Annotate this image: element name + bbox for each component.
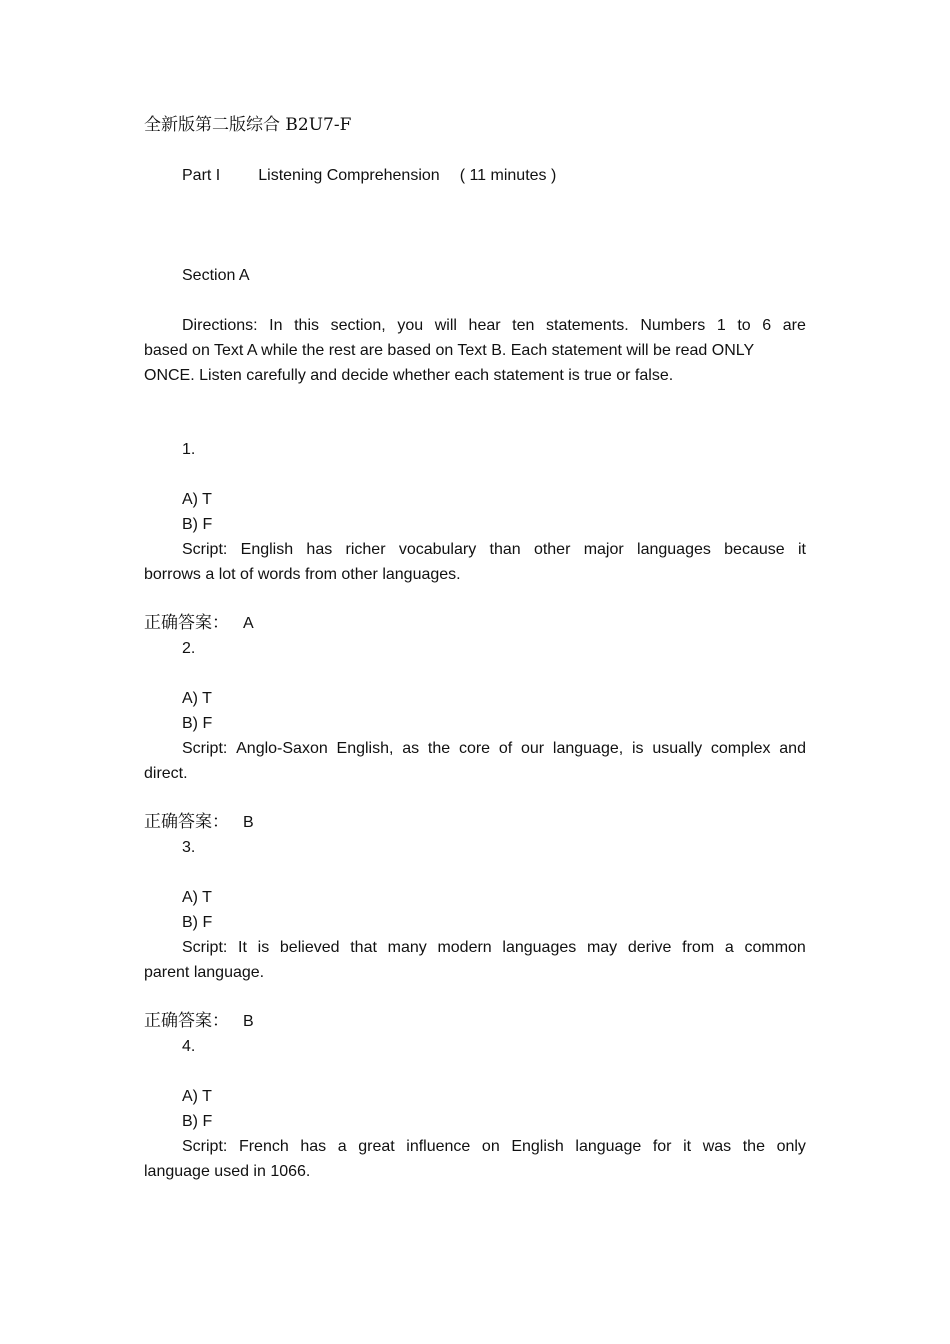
script-line-1 (144, 1134, 806, 1159)
word: languages (637, 541, 711, 558)
word: will (434, 317, 457, 334)
word: to (737, 317, 751, 334)
word: derive (627, 939, 672, 956)
word: Directions: (182, 317, 258, 334)
option-b: B) F (182, 914, 213, 931)
word: from (682, 939, 715, 956)
word: Script: (182, 1138, 228, 1155)
word: our (520, 740, 545, 757)
word: hear (468, 317, 501, 334)
word: has (300, 1138, 327, 1155)
word: Numbers (640, 317, 706, 334)
script-line-1 (144, 537, 806, 562)
word: are (782, 317, 806, 334)
word: a (724, 939, 734, 956)
word: and (779, 740, 806, 757)
document-page (144, 0, 806, 1344)
word: as (402, 740, 420, 757)
script-line-2: direct. (144, 765, 188, 782)
word: ten (512, 317, 535, 334)
word: richer (345, 541, 386, 558)
word: statements. (546, 317, 629, 334)
word: it (683, 1138, 692, 1155)
correct-answer (144, 1009, 806, 1034)
word: languages (502, 939, 577, 956)
word: core (458, 740, 491, 757)
part-heading (144, 163, 806, 188)
word: influence (406, 1138, 471, 1155)
correct-answer (144, 611, 806, 636)
word: Script: (182, 939, 228, 956)
word: French (238, 1138, 289, 1155)
script-line-2: parent language. (144, 964, 265, 981)
option-b: B) F (182, 516, 213, 533)
word: Script: (182, 541, 228, 558)
option-a: A) T (182, 491, 212, 508)
word: believed (279, 939, 340, 956)
word: many (387, 939, 427, 956)
word: In (269, 317, 283, 334)
script-line-2: borrows a lot of words from other languages. (144, 566, 461, 583)
section-heading: Section A (182, 267, 250, 284)
word: was (702, 1138, 732, 1155)
word: English (511, 1138, 564, 1155)
answer-label: 正确答案： (144, 613, 229, 633)
word: complex (710, 740, 771, 757)
word: Anglo-Saxon (236, 740, 328, 757)
word: great (358, 1138, 395, 1155)
part-duration: ( 11 minutes ) (459, 167, 557, 184)
directions-line-3: ONCE. Listen carefully and decide whether each statement is true or false. (144, 367, 674, 384)
word: for (652, 1138, 672, 1155)
word: major (583, 541, 624, 558)
part-label: Part I (182, 167, 221, 184)
word: English, (336, 740, 394, 757)
word: may (586, 939, 618, 956)
word: this (294, 317, 320, 334)
word: language (575, 1138, 642, 1155)
word: of (498, 740, 513, 757)
word: It (238, 939, 247, 956)
word: section, (330, 317, 386, 334)
word: modern (437, 939, 492, 956)
question-number: 4. (182, 1038, 196, 1055)
question-number: 3. (182, 839, 196, 856)
correct-answer (144, 810, 806, 835)
option-a: A) T (182, 1088, 212, 1105)
answer-value: B (243, 814, 254, 831)
word: Script: (182, 740, 228, 757)
word: is (631, 740, 644, 757)
word: a (337, 1138, 347, 1155)
word: it (797, 541, 806, 558)
answer-label: 正确答案： (144, 812, 229, 832)
directions-line-2: based on Text A while the rest are based on Text B. Each statement will be read ONLY (144, 342, 755, 359)
word: only (776, 1138, 806, 1155)
word: usually (652, 740, 703, 757)
directions-line-1 (144, 313, 806, 338)
word: you (397, 317, 424, 334)
word: is (257, 939, 270, 956)
script-line-2: language used in 1066. (144, 1163, 311, 1180)
word: other (533, 541, 571, 558)
option-b: B) F (182, 715, 213, 732)
word: common (744, 939, 806, 956)
word: vocabulary (398, 541, 477, 558)
word: English (240, 541, 294, 558)
option-a: A) T (182, 889, 212, 906)
answer-label: 正确答案： (144, 1011, 229, 1031)
word: because (724, 541, 785, 558)
word: language, (552, 740, 624, 757)
answer-value: A (243, 615, 254, 632)
word: that (350, 939, 377, 956)
word: 1 (716, 317, 726, 334)
question-number: 1. (182, 441, 196, 458)
word: 6 (762, 317, 772, 334)
word: the (427, 740, 451, 757)
answer-value: B (243, 1013, 254, 1030)
word: has (306, 541, 333, 558)
part-name: Listening Comprehension (258, 167, 440, 184)
option-a: A) T (182, 690, 212, 707)
document-title: 全新版第二版综合 B2U7-F (144, 115, 352, 135)
word: on (481, 1138, 500, 1155)
word: than (489, 541, 521, 558)
question-number: 2. (182, 640, 196, 657)
script-line-1 (144, 736, 806, 761)
word: the (742, 1138, 765, 1155)
script-line-1 (144, 935, 806, 960)
option-b: B) F (182, 1113, 213, 1130)
